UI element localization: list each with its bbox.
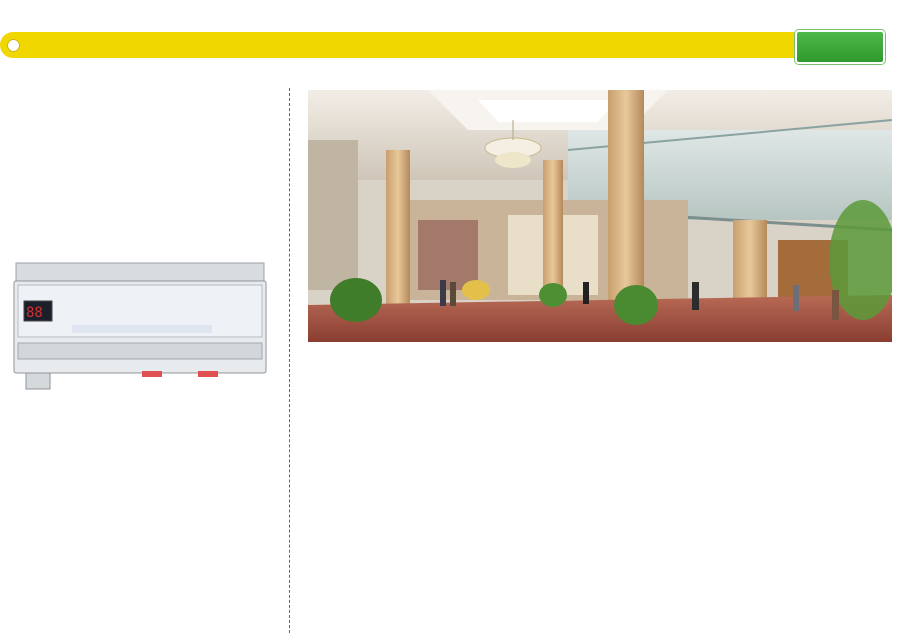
bullet-dot-icon xyxy=(7,39,20,52)
luxury-badge xyxy=(795,30,885,64)
header-bar xyxy=(0,32,882,58)
hotel-lobby-photo xyxy=(308,90,892,342)
io-module-image xyxy=(12,255,268,403)
vertical-divider xyxy=(289,88,290,633)
svg-text:88: 88 xyxy=(26,305,43,321)
